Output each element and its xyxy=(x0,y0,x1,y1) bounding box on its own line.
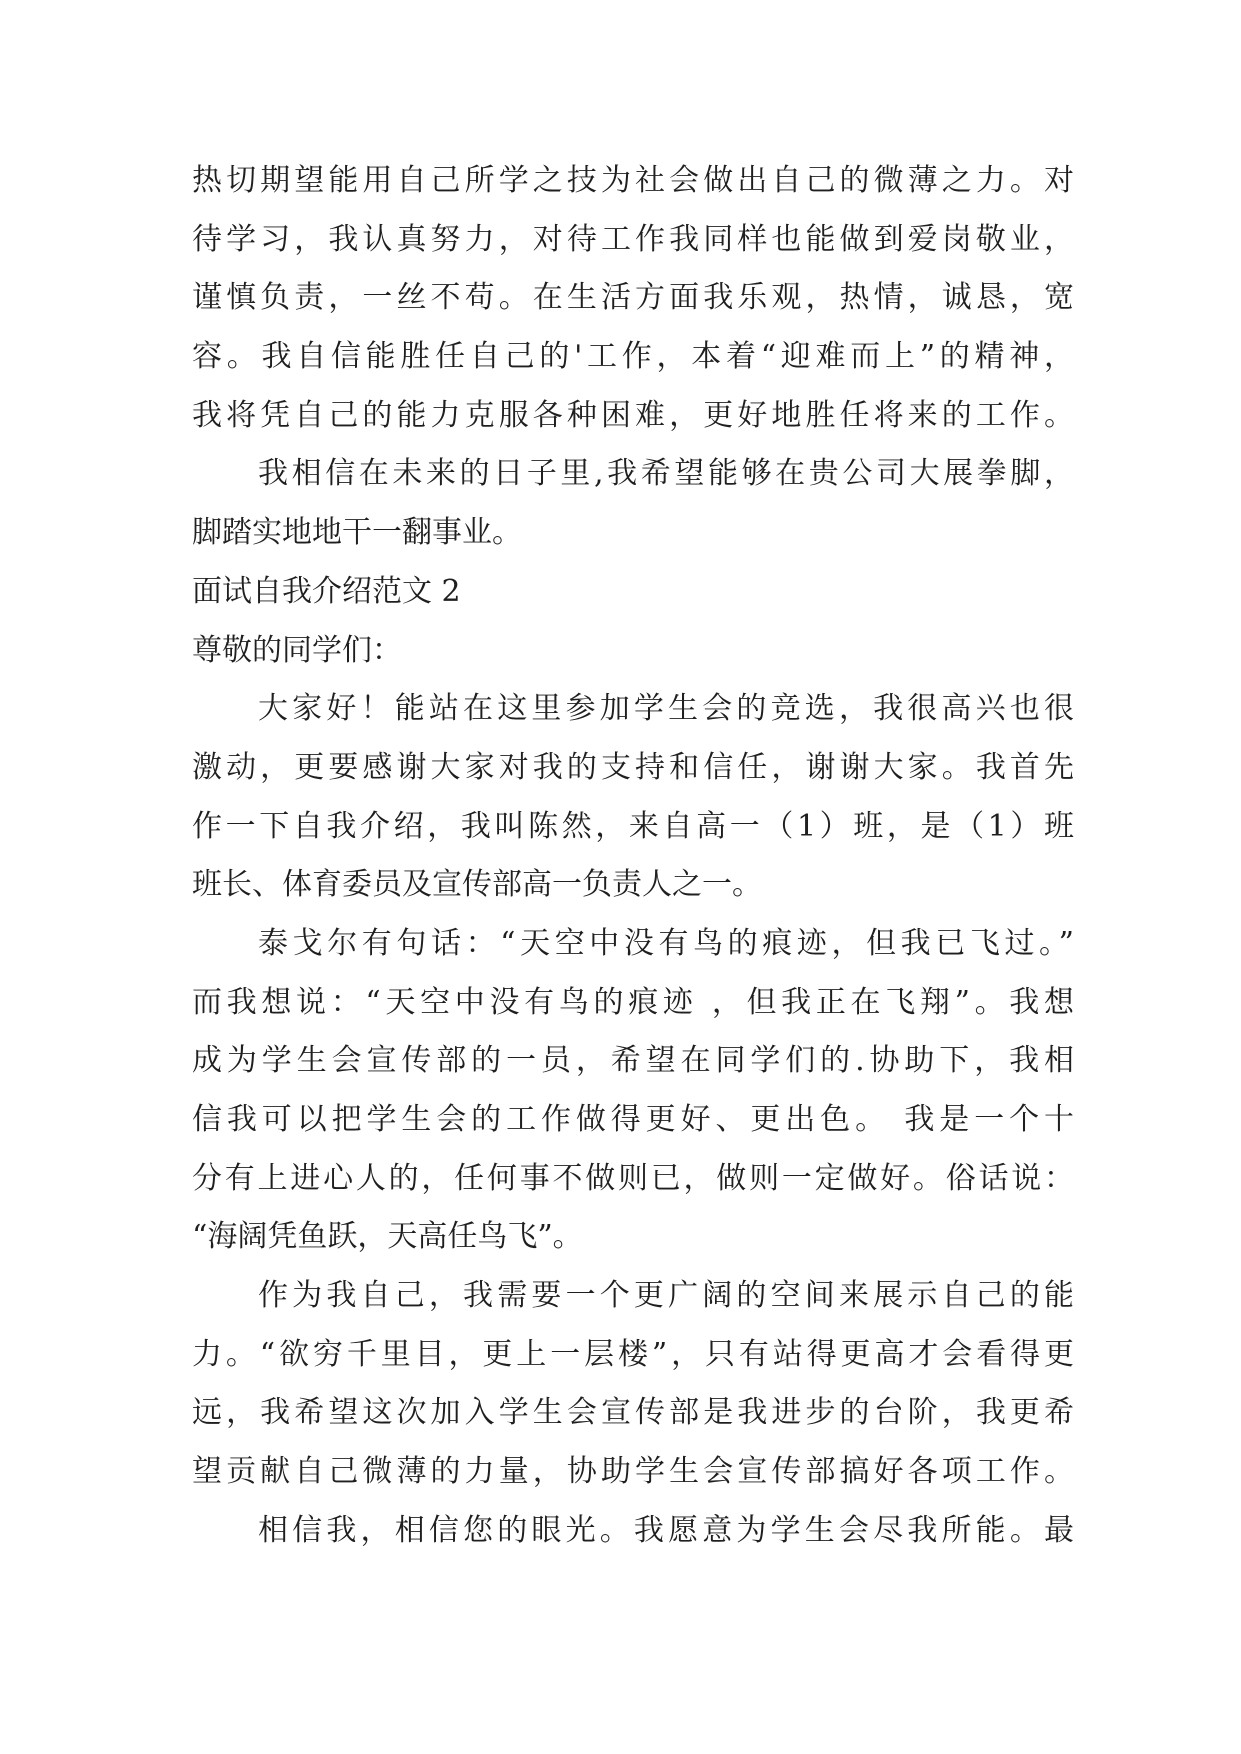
text-line: 我相信在未来的日子里,我希望能够在贵公司大展拳脚， xyxy=(258,456,1074,492)
text-line: 我将凭自己的能力克服各种困难，更好地胜任将来的工作。 xyxy=(192,397,1074,433)
text-line: 谨慎负责，一丝不苟。在生活方面我乐观，热情，诚恳，宽 xyxy=(192,280,1074,316)
text-line: 激动，更要感谢大家对我的支持和信任，谢谢大家。我首先 xyxy=(192,749,1074,785)
text-line: 信我可以把学生会的工作做得更好、更出色。 我是一个十 xyxy=(192,1102,1074,1137)
text-line: 班长、体育委员及宣传部高一负责人之一。 xyxy=(192,867,762,903)
paragraph xyxy=(192,680,1074,915)
paragraph xyxy=(192,1502,1074,1561)
text-line: 分有上进心人的，任何事不做则已，做则一定做好。俗话说： xyxy=(192,1160,1074,1196)
text-line: 相信我，相信您的眼光。我愿意为学生会尽我所能。最 xyxy=(258,1512,1074,1548)
text-line: 远，我希望这次加入学生会宣传部是我进步的台阶，我更希 xyxy=(192,1395,1074,1431)
text-line: 作为我自己，我需要一个更广阔的空间来展示自己的能 xyxy=(258,1278,1074,1314)
text-line: 力。“欲穷千里目，更上一层楼”，只有站得更高才会看得更 xyxy=(192,1336,1074,1372)
salutation: 尊敬的同学们： xyxy=(192,632,402,668)
text-line: “海阔凭鱼跃，天高任鸟飞”。 xyxy=(192,1219,583,1255)
text-line: 脚踏实地地干一翻事业。 xyxy=(192,515,522,551)
paragraph xyxy=(192,445,1074,562)
text-line: 待学习，我认真努力，对待工作我同样也能做到爱岗敬业， xyxy=(192,221,1074,257)
document-body xyxy=(192,152,1074,1561)
text-line: 成为学生会宣传部的一员，希望在同学们的.协助下，我相 xyxy=(192,1043,1074,1079)
text-line: 而我想说：“天空中没有鸟的痕迹 ，但我正在飞翔”。我想 xyxy=(192,984,1074,1020)
paragraph xyxy=(192,915,1074,1267)
text-line: 大家好！能站在这里参加学生会的竞选，我很高兴也很 xyxy=(258,691,1074,727)
paragraph xyxy=(192,152,1074,445)
text-line: 作一下自我介绍，我叫陈然，来自高一（1）班，是（1）班 xyxy=(192,808,1074,844)
text-line: 热切期望能用自己所学之技为社会做出自己的微薄之力。对 xyxy=(192,163,1074,198)
text-line: 容。我自信能胜任自己的'工作，本着“迎难而上”的精神， xyxy=(192,339,1074,375)
section-heading: 面试自我介绍范文 2 xyxy=(192,573,461,609)
text-line: 泰戈尔有句话：“天空中没有鸟的痕迹，但我已飞过。” xyxy=(258,925,1074,961)
text-line: 望贡献自己微薄的力量，协助学生会宣传部搞好各项工作。 xyxy=(192,1454,1074,1490)
paragraph xyxy=(192,1267,1074,1502)
